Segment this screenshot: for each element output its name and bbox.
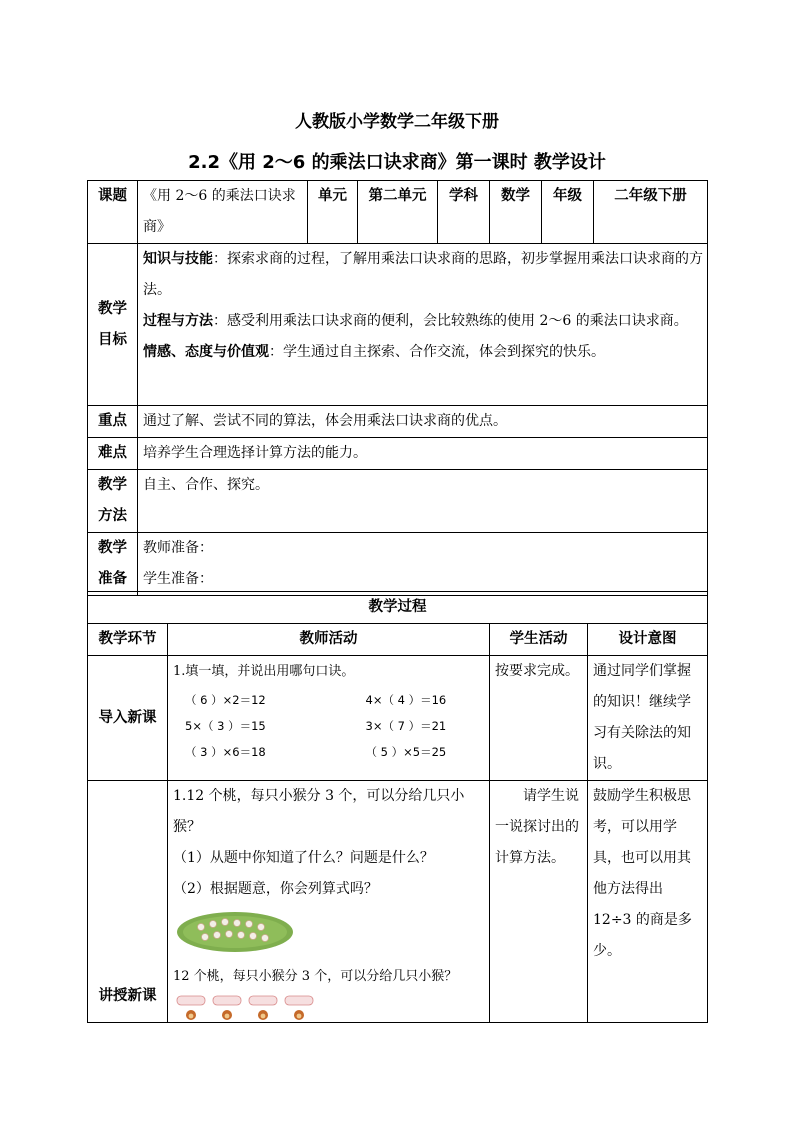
method-label-line1: 教学 — [98, 477, 127, 493]
equation: 5×（ 3 ）＝15 — [185, 719, 266, 733]
intro-teacher-activity — [168, 656, 490, 781]
explore-intent: 鼓励学生积极思考，可以用学具，也可以用其他方法得出 12÷3 的商是多少。 — [588, 781, 708, 1023]
objective-knowledge — [143, 244, 704, 306]
peach-plate-illustration — [175, 909, 295, 955]
explore-student-activity: 请学生说一说探讨出的计算方法。 — [490, 781, 588, 1023]
objectives-label-line2: 目标 — [98, 331, 127, 348]
equation-row — [173, 687, 486, 713]
objectives-label — [88, 244, 138, 406]
equation: （ 3 ）×6＝18 — [185, 745, 266, 759]
equation: 3×（ 7 ）＝21 — [365, 719, 447, 733]
topic-label: 课题 — [88, 181, 138, 244]
objectives-content — [138, 244, 708, 406]
prep-student: 学生准备： — [143, 571, 213, 587]
objective-emotion-text: ：学生通过自主探索、合作交流，体会到探究的快乐。 — [269, 344, 605, 360]
teaching-process-table — [87, 591, 708, 1023]
prep-label — [88, 533, 138, 596]
unit-value: 第二单元 — [358, 181, 438, 244]
explore-question-1: （1）从题中你知道了什么？问题是什么？ — [173, 850, 434, 866]
method-text: 自主、合作、探究。 — [138, 470, 708, 533]
objective-emotion — [143, 337, 704, 368]
equation: （ 5 ）×5＝25 — [365, 745, 447, 759]
intro-intent: 通过同学们掌握的知识！继续学习有关除法的知识。 — [588, 656, 708, 781]
difficulty-text: 培养学生合理选择计算方法的能力。 — [138, 438, 708, 470]
prep-label-line2: 准备 — [98, 571, 127, 587]
col-stage-header: 教学环节 — [88, 624, 168, 656]
topic-value: 《用 2～6 的乘法口诀求商》 — [138, 181, 308, 244]
equation: （ 6 ）×2＝12 — [185, 693, 266, 707]
method-label — [88, 470, 138, 533]
intro-task: 1.填一填，并说出用哪句口诀。 — [173, 664, 355, 679]
document-subtitle: 2.2《用 2～6 的乘法口诀求商》第一课时 教学设计 — [188, 152, 606, 173]
col-student-header: 学生活动 — [490, 624, 588, 656]
objective-knowledge-head: 知识与技能 — [143, 251, 213, 267]
grade-label: 年级 — [542, 181, 594, 244]
subject-value: 数学 — [490, 181, 542, 244]
monkeys-sharing-illustration — [175, 994, 315, 1022]
objective-process-head: 过程与方法 — [143, 313, 213, 329]
difficulty-label: 难点 — [88, 438, 138, 470]
prep-label-line1: 教学 — [98, 540, 127, 556]
process-header: 教学过程 — [88, 592, 708, 624]
method-label-line2: 方法 — [98, 508, 127, 524]
equation-row — [173, 739, 486, 765]
equation-row — [173, 713, 486, 739]
equation: 4×（ 4 ）＝16 — [365, 693, 447, 707]
lesson-info-table — [87, 180, 708, 596]
explore-teacher-activity — [168, 781, 490, 1023]
explore-caption: 12 个桃，每只小猴分 3 个，可以分给几只小猴？ — [173, 969, 458, 984]
intro-stage: 导入新课 — [88, 656, 168, 781]
grade-value: 二年级下册 — [594, 181, 708, 244]
document-title: 人教版小学数学二年级下册 — [295, 112, 499, 132]
objective-emotion-head: 情感、态度与价值观 — [143, 344, 269, 360]
subject-label: 学科 — [438, 181, 490, 244]
col-teacher-header: 教师活动 — [168, 624, 490, 656]
explore-question-2: （2）根据题意，你会列算式吗？ — [173, 881, 378, 897]
objectives-label-line1: 教学 — [98, 300, 127, 317]
prep-content — [138, 533, 708, 596]
objective-process-text: ：感受利用乘法口诀求商的便利，会比较熟练的使用 2～6 的乘法口诀求商。 — [213, 313, 688, 329]
explore-stage: 讲授新课 — [88, 781, 168, 1023]
key-point-text: 通过了解、尝试不同的算法，体会用乘法口诀求商的优点。 — [138, 406, 708, 438]
key-point-label: 重点 — [88, 406, 138, 438]
col-intent-header: 设计意图 — [588, 624, 708, 656]
intro-student-activity: 按要求完成。 — [490, 656, 588, 781]
objective-process — [143, 306, 704, 337]
prep-teacher: 教师准备： — [143, 540, 213, 556]
unit-label: 单元 — [308, 181, 358, 244]
intro-equations — [173, 687, 486, 765]
explore-task: 1.12 个桃，每只小猴分 3 个，可以分给几只小猴？ — [173, 788, 465, 835]
objective-knowledge-text: ：探索求商的过程，了解用乘法口诀求商的思路，初步掌握用乘法口诀求商的方法。 — [143, 251, 703, 298]
